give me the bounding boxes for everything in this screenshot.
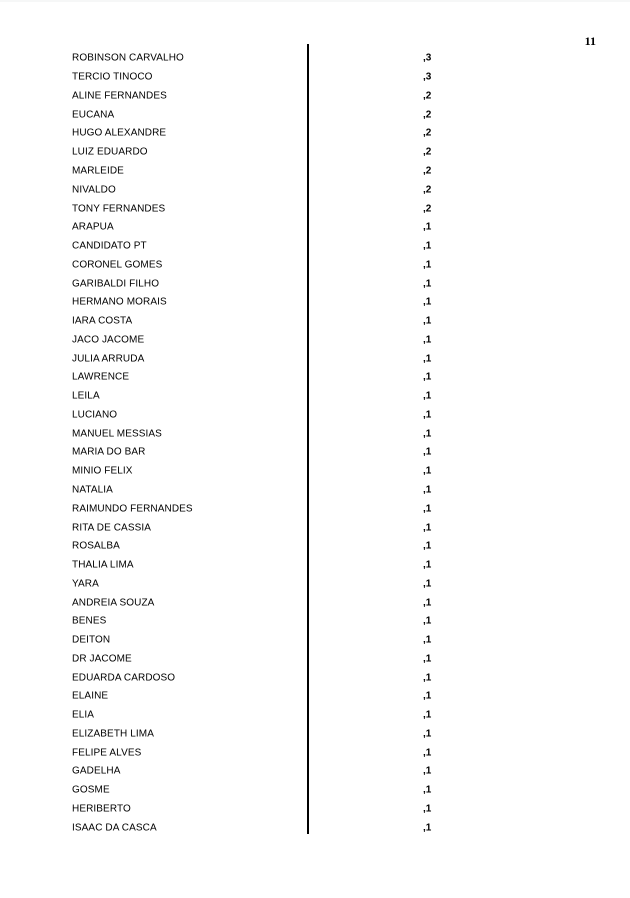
table-row (0, 199, 630, 218)
table-row (0, 274, 630, 293)
candidate-name: MANUEL MESSIAS (72, 428, 162, 440)
candidate-name: GARIBALDI FILHO (72, 278, 160, 290)
table-row (0, 143, 630, 162)
candidate-value: ,1 (423, 465, 432, 477)
candidate-name: LEILA (72, 390, 100, 402)
candidate-value: ,1 (423, 390, 432, 402)
table-row (0, 612, 630, 631)
candidate-name: NIVALDO (72, 184, 116, 196)
candidate-name: ROBINSON CARVALHO (72, 52, 184, 64)
candidate-name: NATALIA (72, 484, 113, 496)
candidate-name: JULIA ARRUDA (72, 353, 145, 365)
candidate-value: ,2 (423, 90, 432, 102)
candidate-name: RAIMUNDO FERNANDES (72, 503, 193, 515)
candidate-value: ,1 (423, 353, 432, 365)
candidate-name: MARIA DO BAR (72, 446, 146, 458)
candidate-name: GOSME (72, 784, 110, 796)
candidate-name: ELIZABETH LIMA (72, 728, 154, 740)
table-row (0, 180, 630, 199)
table-row (0, 818, 630, 837)
candidate-name: ROSALBA (72, 540, 120, 552)
candidate-value: ,1 (423, 578, 432, 590)
candidate-value: ,1 (423, 278, 432, 290)
candidate-value: ,1 (423, 672, 432, 684)
table-row (0, 387, 630, 406)
candidate-value: ,1 (423, 597, 432, 609)
candidate-value: ,2 (423, 203, 432, 214)
table-row (0, 443, 630, 462)
candidate-name: THALIA LIMA (72, 559, 134, 571)
table-row (0, 499, 630, 518)
candidate-value: ,1 (423, 822, 432, 834)
candidate-value: ,1 (423, 784, 432, 796)
candidate-name: MARLEIDE (72, 165, 124, 177)
candidate-name: ELAINE (72, 690, 109, 702)
table-row (0, 237, 630, 256)
candidate-name: LAWRENCE (72, 371, 130, 383)
candidate-name: MINIO FELIX (72, 465, 133, 477)
candidate-value: ,1 (423, 803, 432, 815)
candidate-value: ,1 (423, 765, 432, 777)
candidate-value: ,1 (423, 728, 432, 740)
page-number: 11 (584, 34, 596, 48)
table-row (0, 668, 630, 687)
candidate-value: ,2 (423, 109, 432, 121)
candidate-name: CORONEL GOMES (72, 259, 163, 271)
candidate-name: ISAAC DA CASCA (72, 822, 157, 834)
table-row (0, 330, 630, 349)
table-row (0, 518, 630, 537)
candidate-value: ,1 (423, 315, 432, 327)
table-row (0, 293, 630, 312)
candidate-name: TONY FERNANDES (72, 203, 166, 214)
table-row (0, 762, 630, 781)
candidate-value: ,1 (423, 240, 432, 252)
candidate-name: IARA COSTA (72, 315, 133, 327)
candidate-name: RITA DE CASSIA (72, 522, 152, 534)
candidate-name: DR JACOME (72, 653, 132, 665)
candidate-value: ,1 (423, 615, 432, 627)
table-row (0, 650, 630, 669)
candidate-name: ARAPUA (72, 221, 114, 233)
candidate-name: LUIZ EDUARDO (72, 146, 148, 158)
candidate-value: ,3 (423, 52, 432, 64)
table-row (0, 68, 630, 87)
table-row (0, 781, 630, 800)
page-top-edge (0, 0, 630, 2)
candidate-value: ,2 (423, 146, 432, 158)
candidate-name: ALINE FERNANDES (72, 90, 167, 102)
table-row (0, 87, 630, 106)
table-row (0, 162, 630, 181)
results-table (0, 49, 630, 837)
candidate-name: DEITON (72, 634, 111, 646)
candidate-value: ,2 (423, 184, 432, 196)
candidate-value: ,1 (423, 428, 432, 440)
table-row (0, 743, 630, 762)
table-row (0, 406, 630, 425)
candidate-value: ,1 (423, 522, 432, 534)
candidate-name: EDUARDA CARDOSO (72, 672, 176, 684)
table-row (0, 49, 630, 68)
candidate-name: TERCIO TINOCO (72, 71, 153, 83)
candidate-name: YARA (72, 578, 99, 590)
table-row (0, 349, 630, 368)
candidate-value: ,1 (423, 296, 432, 308)
candidate-value: ,1 (423, 559, 432, 571)
table-row (0, 556, 630, 575)
candidate-value: ,3 (423, 71, 432, 83)
table-row (0, 105, 630, 124)
candidate-value: ,1 (423, 484, 432, 496)
candidate-name: HERIBERTO (72, 803, 131, 815)
table-row (0, 800, 630, 819)
table-row (0, 631, 630, 650)
candidate-name: LUCIANO (72, 409, 118, 421)
table-row (0, 424, 630, 443)
candidate-value: ,1 (423, 446, 432, 458)
candidate-name: GADELHA (72, 765, 121, 777)
table-row (0, 725, 630, 744)
candidate-name: HUGO ALEXANDRE (72, 127, 167, 139)
candidate-value: ,1 (423, 690, 432, 702)
candidate-name: JACO JACOME (72, 334, 145, 346)
table-row (0, 124, 630, 143)
table-row (0, 593, 630, 612)
candidate-value: ,2 (423, 165, 432, 177)
table-row (0, 706, 630, 725)
candidate-value: ,1 (423, 503, 432, 515)
candidate-value: ,1 (423, 334, 432, 346)
candidate-name: HERMANO MORAIS (72, 296, 167, 308)
candidate-value: ,1 (423, 747, 432, 759)
table-row (0, 574, 630, 593)
candidate-value: ,1 (423, 221, 432, 233)
candidate-value: ,2 (423, 127, 432, 139)
candidate-value: ,1 (423, 709, 432, 721)
candidate-value: ,1 (423, 371, 432, 383)
table-row (0, 218, 630, 237)
table-row (0, 537, 630, 556)
candidate-name: CANDIDATO PT (72, 240, 147, 252)
table-row (0, 368, 630, 387)
table-row (0, 481, 630, 500)
candidate-value: ,1 (423, 540, 432, 552)
candidate-name: ANDREIA SOUZA (72, 597, 155, 609)
table-row (0, 255, 630, 274)
candidate-name: FELIPE ALVES (72, 747, 142, 759)
table-row (0, 462, 630, 481)
candidate-value: ,1 (423, 259, 432, 271)
candidate-name: ELIA (72, 709, 95, 721)
table-row (0, 687, 630, 706)
candidate-value: ,1 (423, 653, 432, 665)
candidate-value: ,1 (423, 634, 432, 646)
candidate-name: EUCANA (72, 109, 115, 121)
table-row (0, 312, 630, 331)
candidate-name: BENES (72, 615, 107, 627)
candidate-value: ,1 (423, 409, 432, 421)
